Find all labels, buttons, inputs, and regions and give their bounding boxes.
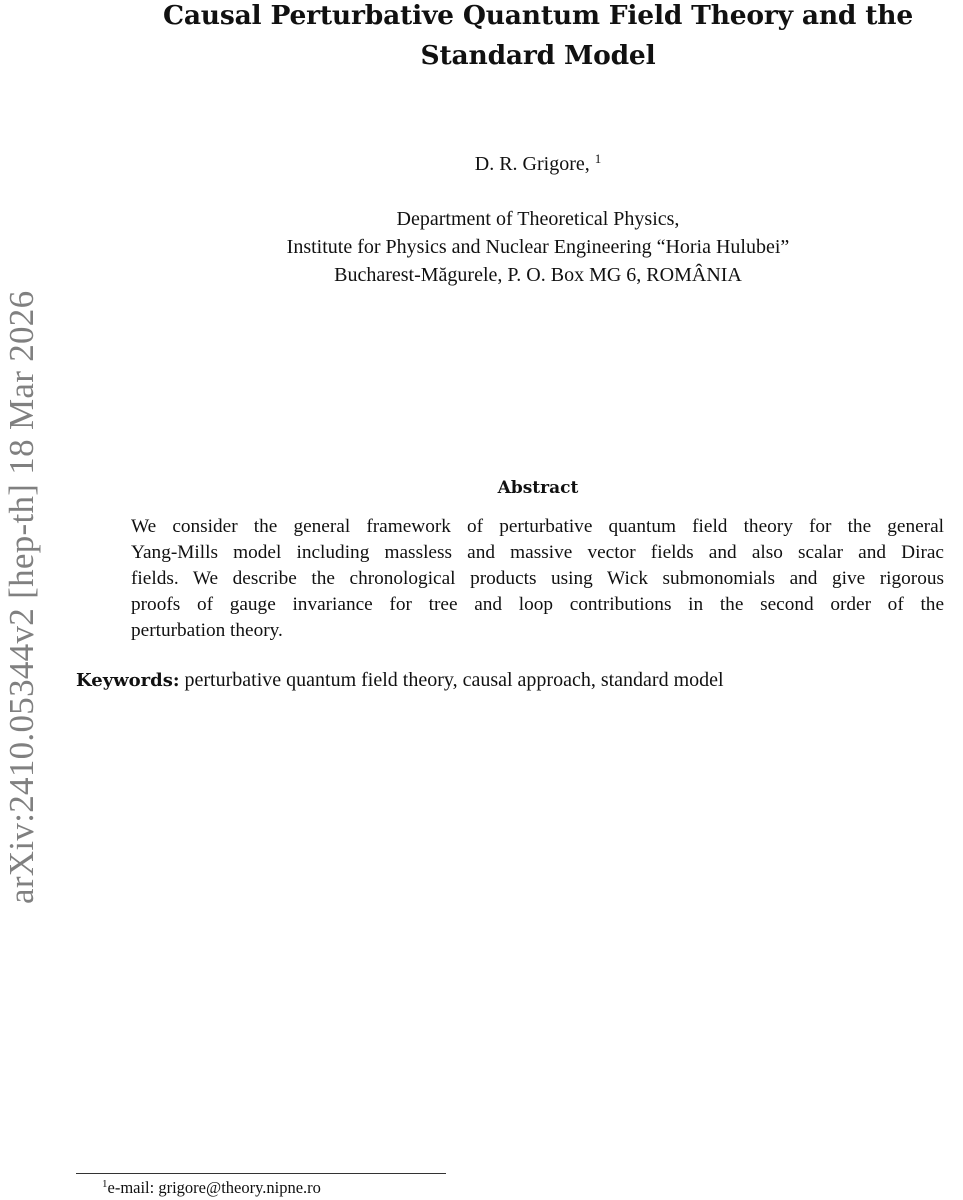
arxiv-stamp: arXiv:2410.05344v2 [hep-th] 18 Mar 2026 [2,290,41,904]
author [0,151,963,177]
footnote-mark: 1 [102,1178,108,1190]
keywords-text: perturbative quantum field theory, causal approach, standard model [179,669,724,691]
abstract-line: proofs of gauge invariance for tree and loop contributions in the second order of the [131,594,944,615]
footnote-email: e-mail: grigore@theory.nipne.ro [107,1178,321,1197]
abstract-line: We consider the general framework of perturbative quantum field theory for the general [131,516,944,537]
keywords-label: Keywords: [76,670,180,691]
abstract-line: Yang-Mills model including massless and massive vector fields and also scalar and Dirac [131,542,944,563]
abstract-body [131,514,944,644]
paper-title [100,0,963,76]
author-name: D. R. Grigore, [474,153,590,175]
title-line-2: Standard Model [420,40,656,71]
affiliation-line: Department of Theoretical Physics, [396,208,680,230]
affiliation [0,205,963,289]
abstract-line: perturbation theory. [131,620,283,641]
keywords [76,667,724,694]
footnote-rule [76,1173,446,1174]
abstract-line: fields. We describe the chronological products using Wick submonomials and give rigorous [131,568,944,589]
title-line-1: Causal Perturbative Quantum Field Theory and the [162,0,914,31]
abstract-heading: Abstract [497,478,579,498]
author-footnote-mark: 1 [594,151,602,166]
footnote [102,1177,321,1199]
affiliation-line: Bucharest-Măgurele, P. O. Box MG 6, ROMÂNIA [334,264,742,286]
affiliation-line: Institute for Physics and Nuclear Engineering “Horia Hulubei” [286,236,790,258]
